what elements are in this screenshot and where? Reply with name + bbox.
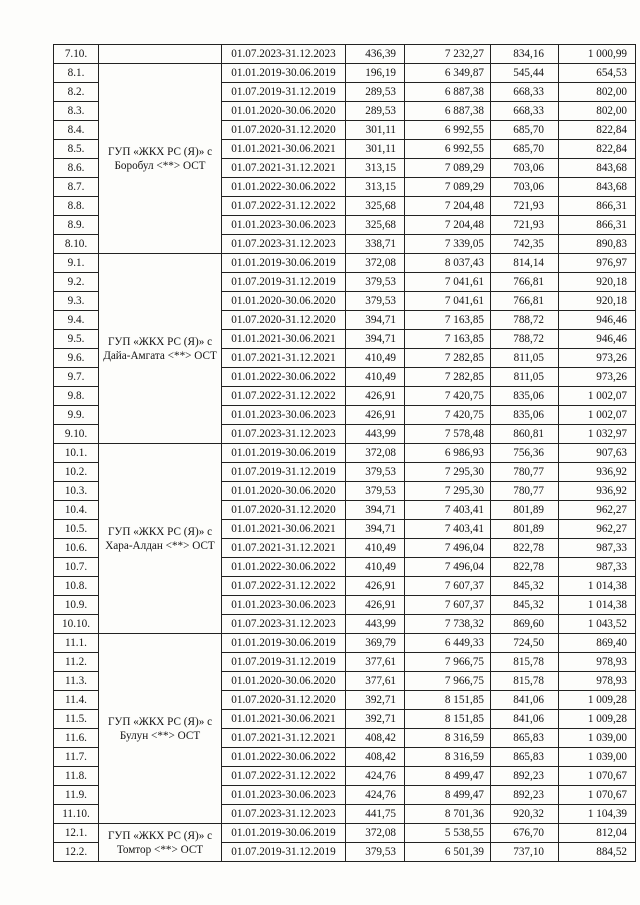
row-number-cell: 11.7. xyxy=(54,748,99,767)
value-cell-3: 865,83 xyxy=(491,729,559,748)
value-cell-2: 7 420,75 xyxy=(405,387,491,406)
value-cell-1: 426,91 xyxy=(346,406,405,425)
value-cell-3: 703,06 xyxy=(491,178,559,197)
row-number-cell: 11.5. xyxy=(54,710,99,729)
row-number-cell: 8.5. xyxy=(54,140,99,159)
value-cell-1: 410,49 xyxy=(346,349,405,368)
value-cell-3: 685,70 xyxy=(491,121,559,140)
value-cell-1: 325,68 xyxy=(346,197,405,216)
row-number-cell: 11.10. xyxy=(54,805,99,824)
row-number-cell: 8.4. xyxy=(54,121,99,140)
value-cell-3: 724,50 xyxy=(491,634,559,653)
period-cell: 01.01.2021-30.06.2021 xyxy=(222,330,346,349)
value-cell-1: 377,61 xyxy=(346,653,405,672)
period-cell: 01.07.2020-31.12.2020 xyxy=(222,501,346,520)
value-cell-3: 822,78 xyxy=(491,558,559,577)
row-number-cell: 11.3. xyxy=(54,672,99,691)
row-number-cell: 11.4. xyxy=(54,691,99,710)
value-cell-2: 7 578,48 xyxy=(405,425,491,444)
value-cell-2: 7 041,61 xyxy=(405,292,491,311)
period-cell: 01.01.2019-30.06.2019 xyxy=(222,64,346,83)
row-number-cell: 10.5. xyxy=(54,520,99,539)
value-cell-4: 987,33 xyxy=(559,539,636,558)
organization-cell: ГУП «ЖКХ РС (Я)» с Хара-Алдан <**> ОСТ xyxy=(99,444,222,634)
row-number-cell: 8.3. xyxy=(54,102,99,121)
value-cell-2: 7 089,29 xyxy=(405,178,491,197)
value-cell-3: 892,23 xyxy=(491,786,559,805)
value-cell-1: 410,49 xyxy=(346,368,405,387)
row-number-cell: 11.1. xyxy=(54,634,99,653)
value-cell-2: 8 151,85 xyxy=(405,710,491,729)
value-cell-1: 424,76 xyxy=(346,786,405,805)
value-cell-2: 7 089,29 xyxy=(405,159,491,178)
value-cell-1: 424,76 xyxy=(346,767,405,786)
value-cell-3: 815,78 xyxy=(491,672,559,691)
row-number-cell: 8.6. xyxy=(54,159,99,178)
organization-cell: ГУП «ЖКХ РС (Я)» с Булун <**> ОСТ xyxy=(99,634,222,824)
value-cell-2: 7 403,41 xyxy=(405,501,491,520)
row-number-cell: 9.6. xyxy=(54,349,99,368)
value-cell-3: 703,06 xyxy=(491,159,559,178)
period-cell: 01.01.2022-30.06.2022 xyxy=(222,368,346,387)
value-cell-3: 685,70 xyxy=(491,140,559,159)
value-cell-3: 811,05 xyxy=(491,349,559,368)
value-cell-4: 1 014,38 xyxy=(559,596,636,615)
value-cell-1: 379,53 xyxy=(346,843,405,862)
value-cell-3: 721,93 xyxy=(491,197,559,216)
row-number-cell: 8.2. xyxy=(54,83,99,102)
tariff-table-body xyxy=(54,45,636,862)
table-row xyxy=(54,254,636,273)
period-cell: 01.01.2019-30.06.2019 xyxy=(222,634,346,653)
value-cell-2: 6 887,38 xyxy=(405,83,491,102)
period-cell: 01.01.2020-30.06.2020 xyxy=(222,102,346,121)
value-cell-4: 936,92 xyxy=(559,482,636,501)
value-cell-2: 8 151,85 xyxy=(405,691,491,710)
value-cell-1: 372,08 xyxy=(346,824,405,843)
value-cell-1: 301,11 xyxy=(346,140,405,159)
value-cell-1: 379,53 xyxy=(346,273,405,292)
table-row xyxy=(54,824,636,843)
value-cell-2: 7 295,30 xyxy=(405,463,491,482)
value-cell-4: 1 104,39 xyxy=(559,805,636,824)
value-cell-2: 7 204,48 xyxy=(405,216,491,235)
value-cell-2: 7 282,85 xyxy=(405,368,491,387)
value-cell-1: 289,53 xyxy=(346,83,405,102)
value-cell-3: 737,10 xyxy=(491,843,559,862)
period-cell: 01.07.2019-31.12.2019 xyxy=(222,843,346,862)
value-cell-3: 869,60 xyxy=(491,615,559,634)
period-cell: 01.01.2023-30.06.2023 xyxy=(222,406,346,425)
value-cell-4: 1 009,28 xyxy=(559,710,636,729)
value-cell-1: 379,53 xyxy=(346,463,405,482)
value-cell-2: 7 420,75 xyxy=(405,406,491,425)
value-cell-2: 7 339,05 xyxy=(405,235,491,254)
value-cell-2: 7 738,32 xyxy=(405,615,491,634)
value-cell-2: 8 701,36 xyxy=(405,805,491,824)
value-cell-2: 6 992,55 xyxy=(405,140,491,159)
period-cell: 01.07.2022-31.12.2022 xyxy=(222,767,346,786)
period-cell: 01.01.2022-30.06.2022 xyxy=(222,558,346,577)
value-cell-1: 379,53 xyxy=(346,482,405,501)
period-cell: 01.01.2021-30.06.2021 xyxy=(222,140,346,159)
value-cell-4: 1 043,52 xyxy=(559,615,636,634)
value-cell-2: 7 295,30 xyxy=(405,482,491,501)
value-cell-3: 721,93 xyxy=(491,216,559,235)
value-cell-2: 7 403,41 xyxy=(405,520,491,539)
value-cell-4: 1 000,99 xyxy=(559,45,636,64)
value-cell-3: 822,78 xyxy=(491,539,559,558)
value-cell-4: 978,93 xyxy=(559,672,636,691)
value-cell-4: 1 002,07 xyxy=(559,406,636,425)
row-number-cell: 10.10. xyxy=(54,615,99,634)
value-cell-1: 325,68 xyxy=(346,216,405,235)
value-cell-4: 946,46 xyxy=(559,311,636,330)
period-cell: 01.07.2021-31.12.2021 xyxy=(222,539,346,558)
value-cell-4: 962,27 xyxy=(559,520,636,539)
period-cell: 01.01.2019-30.06.2019 xyxy=(222,824,346,843)
row-number-cell: 9.2. xyxy=(54,273,99,292)
row-number-cell: 9.9. xyxy=(54,406,99,425)
period-cell: 01.01.2019-30.06.2019 xyxy=(222,444,346,463)
value-cell-4: 802,00 xyxy=(559,102,636,121)
value-cell-4: 802,00 xyxy=(559,83,636,102)
value-cell-4: 920,18 xyxy=(559,292,636,311)
row-number-cell: 10.3. xyxy=(54,482,99,501)
value-cell-3: 780,77 xyxy=(491,482,559,501)
value-cell-2: 7 966,75 xyxy=(405,672,491,691)
row-number-cell: 8.9. xyxy=(54,216,99,235)
value-cell-3: 845,32 xyxy=(491,577,559,596)
value-cell-4: 1 070,67 xyxy=(559,786,636,805)
value-cell-1: 441,75 xyxy=(346,805,405,824)
value-cell-1: 410,49 xyxy=(346,558,405,577)
value-cell-4: 654,53 xyxy=(559,64,636,83)
period-cell: 01.07.2019-31.12.2019 xyxy=(222,463,346,482)
row-number-cell: 11.9. xyxy=(54,786,99,805)
row-number-cell: 8.10. xyxy=(54,235,99,254)
row-number-cell: 10.1. xyxy=(54,444,99,463)
value-cell-1: 301,11 xyxy=(346,121,405,140)
table-row xyxy=(54,64,636,83)
value-cell-2: 7 041,61 xyxy=(405,273,491,292)
value-cell-3: 834,16 xyxy=(491,45,559,64)
organization-cell: ГУП «ЖКХ РС (Я)» с Боробул <**> ОСТ xyxy=(99,64,222,254)
value-cell-1: 410,49 xyxy=(346,539,405,558)
value-cell-1: 379,53 xyxy=(346,292,405,311)
row-number-cell: 10.7. xyxy=(54,558,99,577)
period-cell: 01.01.2019-30.06.2019 xyxy=(222,254,346,273)
row-number-cell: 9.10. xyxy=(54,425,99,444)
value-cell-4: 973,26 xyxy=(559,368,636,387)
value-cell-3: 780,77 xyxy=(491,463,559,482)
value-cell-3: 835,06 xyxy=(491,387,559,406)
value-cell-2: 8 499,47 xyxy=(405,767,491,786)
row-number-cell: 11.2. xyxy=(54,653,99,672)
value-cell-3: 788,72 xyxy=(491,330,559,349)
value-cell-4: 920,18 xyxy=(559,273,636,292)
value-cell-2: 6 992,55 xyxy=(405,121,491,140)
value-cell-1: 443,99 xyxy=(346,425,405,444)
value-cell-4: 987,33 xyxy=(559,558,636,577)
value-cell-4: 822,84 xyxy=(559,121,636,140)
value-cell-1: 443,99 xyxy=(346,615,405,634)
organization-cell: ГУП «ЖКХ РС (Я)» с Дайа-Амгата <**> ОСТ xyxy=(99,254,222,444)
value-cell-2: 6 449,33 xyxy=(405,634,491,653)
period-cell: 01.01.2020-30.06.2020 xyxy=(222,292,346,311)
value-cell-2: 7 282,85 xyxy=(405,349,491,368)
period-cell: 01.07.2022-31.12.2022 xyxy=(222,577,346,596)
value-cell-1: 377,61 xyxy=(346,672,405,691)
value-cell-3: 801,89 xyxy=(491,501,559,520)
value-cell-1: 196,19 xyxy=(346,64,405,83)
period-cell: 01.07.2021-31.12.2021 xyxy=(222,159,346,178)
value-cell-3: 766,81 xyxy=(491,273,559,292)
value-cell-4: 1 070,67 xyxy=(559,767,636,786)
value-cell-4: 843,68 xyxy=(559,159,636,178)
value-cell-1: 392,71 xyxy=(346,710,405,729)
value-cell-3: 676,70 xyxy=(491,824,559,843)
value-cell-3: 801,89 xyxy=(491,520,559,539)
value-cell-4: 978,93 xyxy=(559,653,636,672)
value-cell-3: 841,06 xyxy=(491,710,559,729)
row-number-cell: 8.7. xyxy=(54,178,99,197)
value-cell-4: 973,26 xyxy=(559,349,636,368)
value-cell-2: 8 316,59 xyxy=(405,748,491,767)
period-cell: 01.07.2022-31.12.2022 xyxy=(222,387,346,406)
value-cell-2: 7 607,37 xyxy=(405,596,491,615)
value-cell-1: 372,08 xyxy=(346,254,405,273)
value-cell-4: 1 014,38 xyxy=(559,577,636,596)
value-cell-2: 5 538,55 xyxy=(405,824,491,843)
value-cell-1: 426,91 xyxy=(346,596,405,615)
row-number-cell: 10.6. xyxy=(54,539,99,558)
value-cell-1: 289,53 xyxy=(346,102,405,121)
value-cell-3: 811,05 xyxy=(491,368,559,387)
value-cell-3: 920,32 xyxy=(491,805,559,824)
value-cell-4: 907,63 xyxy=(559,444,636,463)
value-cell-4: 1 039,00 xyxy=(559,748,636,767)
value-cell-2: 7 496,04 xyxy=(405,558,491,577)
table-row xyxy=(54,444,636,463)
value-cell-4: 1 009,28 xyxy=(559,691,636,710)
value-cell-4: 962,27 xyxy=(559,501,636,520)
value-cell-4: 1 002,07 xyxy=(559,387,636,406)
row-number-cell: 9.4. xyxy=(54,311,99,330)
value-cell-4: 1 039,00 xyxy=(559,729,636,748)
value-cell-2: 7 163,85 xyxy=(405,330,491,349)
period-cell: 01.07.2023-31.12.2023 xyxy=(222,805,346,824)
value-cell-2: 8 037,43 xyxy=(405,254,491,273)
value-cell-2: 7 232,27 xyxy=(405,45,491,64)
value-cell-4: 1 032,97 xyxy=(559,425,636,444)
value-cell-3: 756,36 xyxy=(491,444,559,463)
value-cell-1: 313,15 xyxy=(346,159,405,178)
period-cell: 01.07.2021-31.12.2021 xyxy=(222,349,346,368)
row-number-cell: 10.9. xyxy=(54,596,99,615)
value-cell-3: 668,33 xyxy=(491,102,559,121)
row-number-cell: 8.1. xyxy=(54,64,99,83)
value-cell-3: 841,06 xyxy=(491,691,559,710)
row-number-cell: 7.10. xyxy=(54,45,99,64)
period-cell: 01.07.2019-31.12.2019 xyxy=(222,273,346,292)
period-cell: 01.01.2020-30.06.2020 xyxy=(222,672,346,691)
organization-cell: ГУП «ЖКХ РС (Я)» с Томтор <**> ОСТ xyxy=(99,824,222,862)
value-cell-3: 668,33 xyxy=(491,83,559,102)
period-cell: 01.07.2023-31.12.2023 xyxy=(222,425,346,444)
value-cell-3: 742,35 xyxy=(491,235,559,254)
value-cell-4: 976,97 xyxy=(559,254,636,273)
row-number-cell: 9.8. xyxy=(54,387,99,406)
period-cell: 01.07.2023-31.12.2023 xyxy=(222,235,346,254)
value-cell-3: 892,23 xyxy=(491,767,559,786)
value-cell-3: 845,32 xyxy=(491,596,559,615)
value-cell-1: 394,71 xyxy=(346,330,405,349)
value-cell-2: 6 501,39 xyxy=(405,843,491,862)
value-cell-3: 815,78 xyxy=(491,653,559,672)
value-cell-1: 436,39 xyxy=(346,45,405,64)
row-number-cell: 9.3. xyxy=(54,292,99,311)
value-cell-1: 369,79 xyxy=(346,634,405,653)
table-row xyxy=(54,634,636,653)
value-cell-1: 408,42 xyxy=(346,729,405,748)
period-cell: 01.01.2020-30.06.2020 xyxy=(222,482,346,501)
period-cell: 01.01.2021-30.06.2021 xyxy=(222,520,346,539)
period-cell: 01.07.2020-31.12.2020 xyxy=(222,311,346,330)
value-cell-1: 426,91 xyxy=(346,577,405,596)
period-cell: 01.01.2022-30.06.2022 xyxy=(222,178,346,197)
value-cell-4: 936,92 xyxy=(559,463,636,482)
tariff-table xyxy=(53,44,636,862)
value-cell-3: 545,44 xyxy=(491,64,559,83)
value-cell-2: 7 966,75 xyxy=(405,653,491,672)
value-cell-1: 394,71 xyxy=(346,501,405,520)
value-cell-4: 866,31 xyxy=(559,216,636,235)
row-number-cell: 9.7. xyxy=(54,368,99,387)
value-cell-3: 860,81 xyxy=(491,425,559,444)
period-cell: 01.07.2020-31.12.2020 xyxy=(222,121,346,140)
value-cell-1: 408,42 xyxy=(346,748,405,767)
period-cell: 01.07.2020-31.12.2020 xyxy=(222,691,346,710)
value-cell-2: 8 499,47 xyxy=(405,786,491,805)
period-cell: 01.07.2023-31.12.2023 xyxy=(222,615,346,634)
value-cell-3: 788,72 xyxy=(491,311,559,330)
period-cell: 01.07.2019-31.12.2019 xyxy=(222,83,346,102)
value-cell-2: 8 316,59 xyxy=(405,729,491,748)
value-cell-2: 7 163,85 xyxy=(405,311,491,330)
value-cell-1: 426,91 xyxy=(346,387,405,406)
period-cell: 01.01.2023-30.06.2023 xyxy=(222,216,346,235)
row-number-cell: 9.1. xyxy=(54,254,99,273)
value-cell-4: 890,83 xyxy=(559,235,636,254)
value-cell-4: 884,52 xyxy=(559,843,636,862)
period-cell: 01.01.2023-30.06.2023 xyxy=(222,786,346,805)
row-number-cell: 12.1. xyxy=(54,824,99,843)
value-cell-3: 814,14 xyxy=(491,254,559,273)
value-cell-2: 7 607,37 xyxy=(405,577,491,596)
row-number-cell: 10.2. xyxy=(54,463,99,482)
row-number-cell: 10.4. xyxy=(54,501,99,520)
value-cell-2: 7 204,48 xyxy=(405,197,491,216)
table-row xyxy=(54,45,636,64)
value-cell-2: 6 986,93 xyxy=(405,444,491,463)
value-cell-1: 392,71 xyxy=(346,691,405,710)
row-number-cell: 11.6. xyxy=(54,729,99,748)
value-cell-2: 6 887,38 xyxy=(405,102,491,121)
row-number-cell: 10.8. xyxy=(54,577,99,596)
row-number-cell: 12.2. xyxy=(54,843,99,862)
period-cell: 01.07.2019-31.12.2019 xyxy=(222,653,346,672)
row-number-cell: 11.8. xyxy=(54,767,99,786)
value-cell-3: 835,06 xyxy=(491,406,559,425)
value-cell-3: 865,83 xyxy=(491,748,559,767)
value-cell-1: 372,08 xyxy=(346,444,405,463)
value-cell-4: 812,04 xyxy=(559,824,636,843)
period-cell: 01.01.2022-30.06.2022 xyxy=(222,748,346,767)
row-number-cell: 9.5. xyxy=(54,330,99,349)
organization-cell xyxy=(99,45,222,64)
value-cell-2: 7 496,04 xyxy=(405,539,491,558)
period-cell: 01.07.2022-31.12.2022 xyxy=(222,197,346,216)
value-cell-2: 6 349,87 xyxy=(405,64,491,83)
row-number-cell: 8.8. xyxy=(54,197,99,216)
value-cell-4: 869,40 xyxy=(559,634,636,653)
value-cell-1: 394,71 xyxy=(346,311,405,330)
value-cell-1: 338,71 xyxy=(346,235,405,254)
value-cell-3: 766,81 xyxy=(491,292,559,311)
period-cell: 01.07.2023-31.12.2023 xyxy=(222,45,346,64)
value-cell-4: 946,46 xyxy=(559,330,636,349)
value-cell-1: 313,15 xyxy=(346,178,405,197)
period-cell: 01.01.2021-30.06.2021 xyxy=(222,710,346,729)
value-cell-1: 394,71 xyxy=(346,520,405,539)
value-cell-4: 822,84 xyxy=(559,140,636,159)
period-cell: 01.01.2023-30.06.2023 xyxy=(222,596,346,615)
value-cell-4: 866,31 xyxy=(559,197,636,216)
value-cell-4: 843,68 xyxy=(559,178,636,197)
period-cell: 01.07.2021-31.12.2021 xyxy=(222,729,346,748)
